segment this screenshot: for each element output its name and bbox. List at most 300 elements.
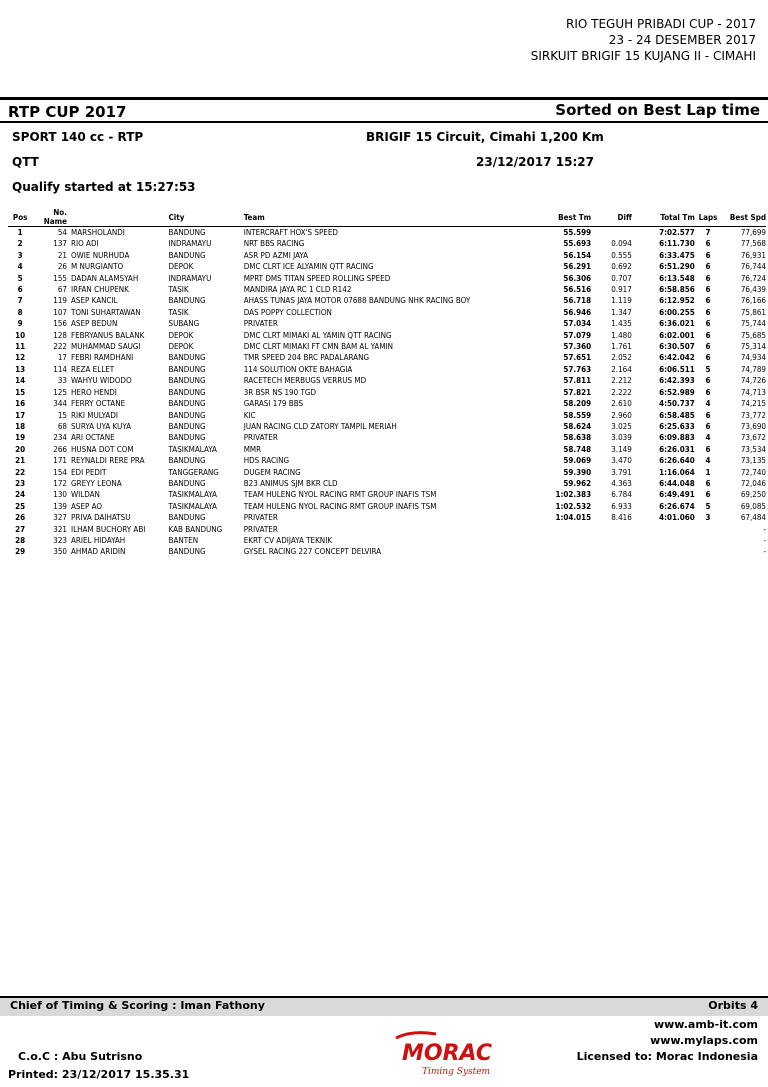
cell-no: 321 (53, 524, 67, 534)
table-header-row (8, 208, 766, 227)
cell-city: TASIK (168, 285, 189, 295)
orbits-version: Orbits 4 (708, 999, 758, 1012)
cell-name: EDI PEDIT (70, 467, 107, 477)
cell-city: BANDUNG (168, 547, 206, 557)
cell-name: SURYA UYA KUYA (70, 421, 132, 431)
cell-laps: 7 (705, 228, 711, 237)
cell-laps: 6 (705, 273, 711, 283)
col-no-name (32, 208, 71, 227)
table-row (8, 273, 766, 284)
cell-laps: 6 (705, 296, 711, 306)
cell-team: PRIVATER (243, 319, 278, 329)
cell-name: RIKI MULYADI (70, 410, 119, 420)
cell-team: AHASS TUNAS JAYA MOTOR 07688 BANDUNG NHK RACING BOY (243, 296, 471, 306)
cell-pos: 12 (15, 353, 26, 363)
col-name-spacer (71, 208, 169, 227)
cell-spd: 77,699 (740, 228, 766, 237)
cell-laps: 6 (705, 307, 711, 317)
cell-spd: 74,726 (740, 376, 766, 386)
cell-best: 56.718 (563, 296, 592, 306)
cell-laps: 6 (705, 478, 711, 488)
cell-name: RIO ADI (70, 239, 99, 249)
col-team: Team (244, 208, 539, 227)
table-row (8, 467, 766, 478)
cell-diff: 2.052 (611, 353, 632, 363)
cell-no: 222 (53, 342, 67, 352)
cell-total: 4:01.060 (659, 513, 695, 523)
cell-city: TASIKMALAYA (168, 501, 217, 511)
cell-city: TANGGERANG (168, 467, 219, 477)
cell-diff: 1.480 (611, 330, 632, 340)
cell-no: 26 (57, 262, 67, 272)
cell-laps: 6 (705, 353, 711, 363)
cell-total: 6:58.856 (659, 285, 695, 295)
header-line-3: SIRKUIT BRIGIF 15 KUJANG II - CIMAHI (530, 49, 756, 63)
col-city: City (169, 208, 244, 227)
cell-city: BANDUNG (168, 399, 206, 409)
cell-pos: 27 (15, 524, 26, 534)
cell-best: 58.624 (563, 421, 592, 431)
cell-pos: 29 (15, 547, 26, 557)
table-row (8, 501, 766, 512)
cell-no: 125 (53, 387, 67, 397)
cell-laps: 6 (705, 387, 711, 397)
table-row (8, 421, 766, 432)
cell-no: 350 (53, 547, 67, 557)
cell-laps: 6 (705, 330, 711, 340)
cell-spd: 73,135 (740, 456, 766, 466)
cell-no: 128 (53, 330, 67, 340)
cell-pos: 25 (15, 501, 26, 511)
cell-total: 6:33.475 (659, 250, 695, 260)
cell-spd: 74,934 (740, 353, 766, 363)
cell-total: 6:58.485 (659, 410, 695, 420)
cell-pos: 2 (17, 239, 23, 249)
cell-best: 55.693 (563, 239, 592, 249)
table-row (8, 307, 766, 318)
cell-name: WAHYU WIDODO (70, 376, 132, 386)
cell-laps: 4 (705, 433, 711, 443)
cell-best: 57.360 (563, 342, 592, 352)
title-rule (0, 97, 768, 100)
table-row (8, 352, 766, 363)
cell-city: BANDUNG (168, 376, 206, 386)
col-pos: Pos (8, 208, 32, 227)
cell-best (538, 524, 591, 535)
cell-total: 6:30.507 (659, 342, 695, 352)
cell-city: TASIKMALAYA (168, 444, 217, 454)
cell-diff: 1.347 (611, 307, 632, 317)
cell-total: 6:00.255 (659, 307, 695, 317)
cell-city: INDRAMAYU (168, 239, 212, 249)
cell-spd: 75,314 (740, 342, 766, 352)
class-label: SPORT 140 cc - RTP (12, 130, 144, 144)
cell-pos: 17 (15, 410, 26, 420)
cell-laps: 6 (705, 250, 711, 260)
cell-spd: - (763, 524, 766, 534)
cell-team: GYSEL RACING 227 CONCEPT DELVIRA (243, 547, 382, 557)
cell-name: AHMAD ARIDIN (70, 547, 126, 557)
cell-laps: 6 (705, 444, 711, 454)
cell-total (632, 535, 695, 546)
cell-best: 56.291 (563, 262, 592, 272)
cell-no: 130 (53, 490, 67, 500)
table-row (8, 318, 766, 329)
cell-laps: 6 (705, 490, 711, 500)
cell-name: GREYY LEONA (70, 478, 122, 488)
table-row (8, 387, 766, 398)
cell-total: 6:25.633 (659, 421, 695, 431)
cell-city: BANDUNG (168, 296, 206, 306)
header-line-2: 23 - 24 DESEMBER 2017 (608, 33, 756, 47)
cell-name: ASEP AO (70, 501, 103, 511)
table-row (8, 524, 766, 535)
cell-best: 1:02.383 (555, 490, 592, 500)
cell-total: 6:02.001 (659, 330, 695, 340)
cell-pos: 24 (15, 490, 26, 500)
col-total: Total Tm (632, 208, 695, 227)
cell-diff: 1.119 (611, 296, 632, 306)
cell-no: 327 (53, 513, 67, 523)
cell-laps: 6 (705, 410, 711, 420)
cell-spd: 69,085 (740, 501, 766, 511)
cell-team: PRIVATER (243, 513, 278, 523)
table-row (8, 341, 766, 352)
cell-spd: 74,789 (740, 364, 766, 374)
cell-pos: 7 (17, 296, 23, 306)
header-line-1: RIO TEGUH PRIBADI CUP - 2017 (565, 17, 756, 31)
cell-total (632, 546, 695, 557)
results-body (8, 227, 766, 558)
cell-name: REYNALDI RERE PRA (70, 456, 145, 466)
cell-best: 55.599 (563, 228, 592, 237)
cell-name: OWIE NURHUDA (70, 250, 130, 260)
cell-city: BANDUNG (168, 364, 206, 374)
table-row (8, 455, 766, 466)
cell-no: 54 (57, 228, 67, 237)
cell-diff (591, 227, 632, 239)
cell-total: 6:12.952 (659, 296, 695, 306)
cell-team: PRIVATER (243, 433, 278, 443)
cell-total: 6:44.048 (659, 478, 695, 488)
cell-diff: 0.094 (611, 239, 632, 249)
cell-name: ARIEL HIDAYAH (70, 535, 126, 545)
table-row (8, 238, 766, 249)
cell-laps: 6 (705, 376, 711, 386)
cell-city: TASIK (168, 307, 189, 317)
cell-diff: 6.784 (611, 490, 632, 500)
cell-team: DUGEM RACING (243, 467, 301, 477)
cell-total: 6:52.989 (659, 387, 695, 397)
cell-team: DAS POPPY COLLECTION (243, 307, 332, 317)
cell-no: 344 (53, 399, 67, 409)
cell-total: 7:02.577 (659, 228, 695, 237)
cell-team: DMC CLRT MIMAKI AL YAMIN QTT RACING (243, 330, 392, 340)
cell-diff: 3.025 (611, 421, 632, 431)
cell-diff: 2.610 (611, 399, 632, 409)
cell-total: 6:09.883 (659, 433, 695, 443)
cell-pos: 19 (15, 433, 26, 443)
cell-pos: 9 (17, 319, 23, 329)
cell-pos: 3 (17, 250, 23, 260)
cell-diff: 0.555 (611, 250, 632, 260)
cell-pos: 8 (17, 307, 23, 317)
cell-no: 33 (57, 376, 67, 386)
cell-no: 67 (57, 285, 67, 295)
cell-team: EKRT CV ADIJAYA TEKNIK (243, 535, 333, 545)
cell-diff: 3.470 (611, 456, 632, 466)
table-row (8, 250, 766, 261)
cell-pos: 11 (15, 342, 26, 352)
cell-diff: 8.416 (611, 513, 632, 523)
col-spd: Best Spd (721, 208, 766, 227)
cell-total (632, 524, 695, 535)
logo-wordmark: MORAC (402, 1041, 493, 1066)
cell-team: B23 ANIMUS SJM BKR CLD (243, 478, 338, 488)
table-row (8, 295, 766, 306)
cell-best: 58.638 (563, 433, 592, 443)
cell-total: 6:36.021 (659, 319, 695, 329)
col-diff: Diff (591, 208, 632, 227)
cell-total: 6:49.491 (659, 490, 695, 500)
cell-laps: 5 (705, 501, 711, 511)
sort-label: Sorted on Best Lap time (555, 101, 760, 119)
cell-total: 6:26.031 (659, 444, 695, 454)
cell-pos: 20 (15, 444, 26, 454)
cell-spd: 73,672 (740, 433, 766, 443)
cell-spd: 74,215 (740, 399, 766, 409)
cell-diff: 6.933 (611, 501, 632, 511)
table-row (8, 284, 766, 295)
cell-pos: 15 (15, 387, 26, 397)
cell-diff: 3.039 (611, 433, 632, 443)
cell-city: BANDUNG (168, 228, 206, 237)
cell-total: 6:42.042 (659, 353, 695, 363)
cell-name: FEBRYANUS BALANK (70, 330, 145, 340)
cell-name: ASEP KANCIL (70, 296, 118, 306)
table-row (8, 398, 766, 409)
cell-pos: 28 (15, 535, 26, 545)
cell-laps: 6 (705, 421, 711, 431)
cell-total: 6:42.393 (659, 376, 695, 386)
cell-diff: 3.149 (611, 444, 632, 454)
cell-diff (591, 535, 632, 546)
cell-name: HUSNA DOT COM (70, 444, 134, 454)
cell-laps: 6 (705, 319, 711, 329)
cell-spd: - (763, 535, 766, 545)
cell-diff: 2.212 (611, 376, 632, 386)
cell-pos: 16 (15, 399, 26, 409)
cell-name: ILHAM BUCHORY ABI (70, 524, 146, 534)
cell-no: 17 (57, 353, 67, 363)
qualify-start: Qualify started at 15:27:53 (12, 180, 196, 194)
cell-no: 266 (53, 444, 67, 454)
cell-no: 21 (57, 250, 67, 260)
table-row (8, 546, 766, 557)
page-title: RTP CUP 2017 (8, 103, 127, 121)
table-row (8, 444, 766, 455)
cell-team: PRIVATER (243, 524, 278, 534)
cell-team: TEAM HULENG NYOL RACING RMT GROUP INAFIS TSM (243, 490, 437, 500)
cell-pos: 1 (17, 228, 23, 237)
cell-team: 114 SOLUTION OKTE BAHAGIA (243, 364, 353, 374)
col-no-name-label: No. Name (43, 208, 67, 226)
cell-pos: 10 (15, 330, 26, 340)
cell-pos: 21 (15, 456, 26, 466)
cell-city: DEPOK (168, 342, 194, 352)
cell-city: BANDUNG (168, 478, 206, 488)
cell-team: GARASI 179 BBS (243, 399, 304, 409)
cell-diff: 1.761 (611, 342, 632, 352)
cell-city: BANDUNG (168, 250, 206, 260)
session-datetime: 23/12/2017 15:27 (476, 155, 594, 169)
table-row (8, 432, 766, 443)
cell-best: 58.559 (563, 410, 592, 420)
cell-team: NRT BBS RACING (243, 239, 305, 249)
cell-pos: 14 (15, 376, 26, 386)
morac-logo-icon (392, 1030, 512, 1080)
cell-no: 139 (53, 501, 67, 511)
cell-laps: 5 (705, 364, 711, 374)
cell-no: 172 (53, 478, 67, 488)
website-amb[interactable]: www.amb-it.com (653, 1018, 758, 1031)
cell-name: TONI SUHARTAWAN (70, 307, 141, 317)
cell-city: BANDUNG (168, 513, 206, 523)
cell-total: 6:26.674 (659, 501, 695, 511)
cell-laps: 6 (705, 262, 711, 272)
cell-team: KIC (243, 410, 256, 420)
table-row (8, 375, 766, 386)
cell-diff: 1.435 (611, 319, 632, 329)
cell-best: 56.154 (563, 250, 592, 260)
printed-timestamp: Printed: 23/12/2017 15.35.31 (8, 1068, 190, 1081)
table-row (8, 330, 766, 341)
cell-best: 1:02.532 (555, 501, 592, 511)
cell-best: 56.516 (563, 285, 592, 295)
cell-best: 58.748 (563, 444, 592, 454)
cell-laps (695, 524, 721, 535)
cell-diff: 0.692 (611, 262, 632, 272)
cell-city: BANDUNG (168, 456, 206, 466)
cell-spd: 75,861 (740, 307, 766, 317)
cell-spd: 74,713 (740, 387, 766, 397)
cell-city: BANDUNG (168, 433, 206, 443)
cell-team: 3R BSR NS 190 TGD (243, 387, 316, 397)
cell-diff: 2.960 (611, 410, 632, 420)
cell-team: RACETECH MERBUGS VERRUS MD (243, 376, 367, 386)
cell-team: JUAN RACING CLD ZATORY TAMPIL MERIAH (243, 421, 397, 431)
cell-pos: 22 (15, 467, 26, 477)
cell-best: 57.821 (563, 387, 592, 397)
cell-diff (591, 546, 632, 557)
cell-name: FEBRI RAMDHANI (70, 353, 134, 363)
cell-spd: 76,439 (740, 285, 766, 295)
cell-laps: 6 (705, 239, 711, 249)
cell-laps: 6 (705, 342, 711, 352)
cell-team: DMC CLRT ICE ALYAMIN QTT RACING (243, 262, 374, 272)
cell-spd: 72,046 (740, 478, 766, 488)
cell-best: 59.962 (563, 478, 592, 488)
cell-name: HERO HENDI (70, 387, 117, 397)
col-laps: Laps (695, 208, 721, 227)
cell-no: 323 (53, 535, 67, 545)
cell-diff: 2.222 (611, 387, 632, 397)
cell-total: 6:06.511 (659, 364, 695, 374)
cell-best (538, 546, 591, 557)
cell-name: REZA ELLET (70, 364, 115, 374)
cell-best (538, 535, 591, 546)
cell-pos: 18 (15, 421, 26, 431)
cell-no: 137 (53, 239, 67, 249)
cell-best: 57.651 (563, 353, 592, 363)
cell-spd: - (763, 547, 766, 557)
cell-team: MANDIRA JAYA RC 1 CLD R142 (243, 285, 352, 295)
cell-city: KAB BANDUNG (168, 524, 223, 534)
cell-team: MPRT DMS TITAN SPEED ROLLING SPEED (243, 273, 391, 283)
cell-diff: 2.164 (611, 364, 632, 374)
cell-spd: 75,685 (740, 330, 766, 340)
cell-pos: 5 (17, 273, 23, 283)
cell-pos: 13 (15, 364, 26, 374)
cell-team: TMR SPEED 204 BRC PADALARANG (243, 353, 370, 363)
cell-spd: 76,744 (740, 262, 766, 272)
cell-spd: 76,724 (740, 273, 766, 283)
cell-spd: 75,744 (740, 319, 766, 329)
cell-team: MMR (243, 444, 262, 454)
cell-name: MUHAMMAD SAUGI (70, 342, 141, 352)
cell-pos: 6 (17, 285, 23, 295)
col-best: Best Tm (538, 208, 591, 227)
cell-spd: 76,166 (740, 296, 766, 306)
cell-laps: 3 (705, 513, 711, 523)
session-label: QTT (12, 155, 39, 169)
cell-name: FERRY OCTANE (70, 399, 126, 409)
cell-spd: 69,250 (740, 490, 766, 500)
cell-spd: 73,690 (740, 421, 766, 431)
circuit-label: BRIGIF 15 Circuit, Cimahi 1,200 Km (366, 130, 604, 144)
website-mylaps[interactable]: www.mylaps.com (650, 1034, 758, 1047)
event-header (531, 16, 756, 64)
cell-city: BANDUNG (168, 421, 206, 431)
cell-city: BANDUNG (168, 410, 206, 420)
cell-team: TEAM HULENG NYOL RACING RMT GROUP INAFIS TSM (243, 501, 437, 511)
cell-no: 114 (53, 364, 67, 374)
cell-team: HDS RACING (243, 456, 290, 466)
cell-name: ASEP BEDUN (70, 319, 118, 329)
cell-pos: 26 (15, 513, 26, 523)
cell-best: 1:04.015 (555, 513, 592, 523)
cell-spd: 77,568 (740, 239, 766, 249)
cell-best: 59.069 (563, 456, 592, 466)
cell-total: 6:51.290 (659, 262, 695, 272)
table-row (8, 261, 766, 272)
cell-name: DADAN ALAMSYAH (70, 273, 139, 283)
cell-name: PRIVA DAIHATSU (70, 513, 131, 523)
cell-spd: 73,534 (740, 444, 766, 454)
cell-diff: 0.917 (611, 285, 632, 295)
cell-laps: 1 (705, 467, 711, 477)
cell-best: 59.390 (563, 467, 592, 477)
cell-no: 171 (53, 456, 67, 466)
cell-diff (591, 524, 632, 535)
cell-total: 6:13.548 (659, 273, 695, 283)
cell-total: 6:11.730 (659, 239, 695, 249)
cell-diff: 4.363 (611, 478, 632, 488)
subtitle-rule (0, 121, 768, 123)
cell-best: 56.946 (563, 307, 592, 317)
cell-no: 154 (53, 467, 67, 477)
cell-name: WILDAN (70, 490, 100, 500)
